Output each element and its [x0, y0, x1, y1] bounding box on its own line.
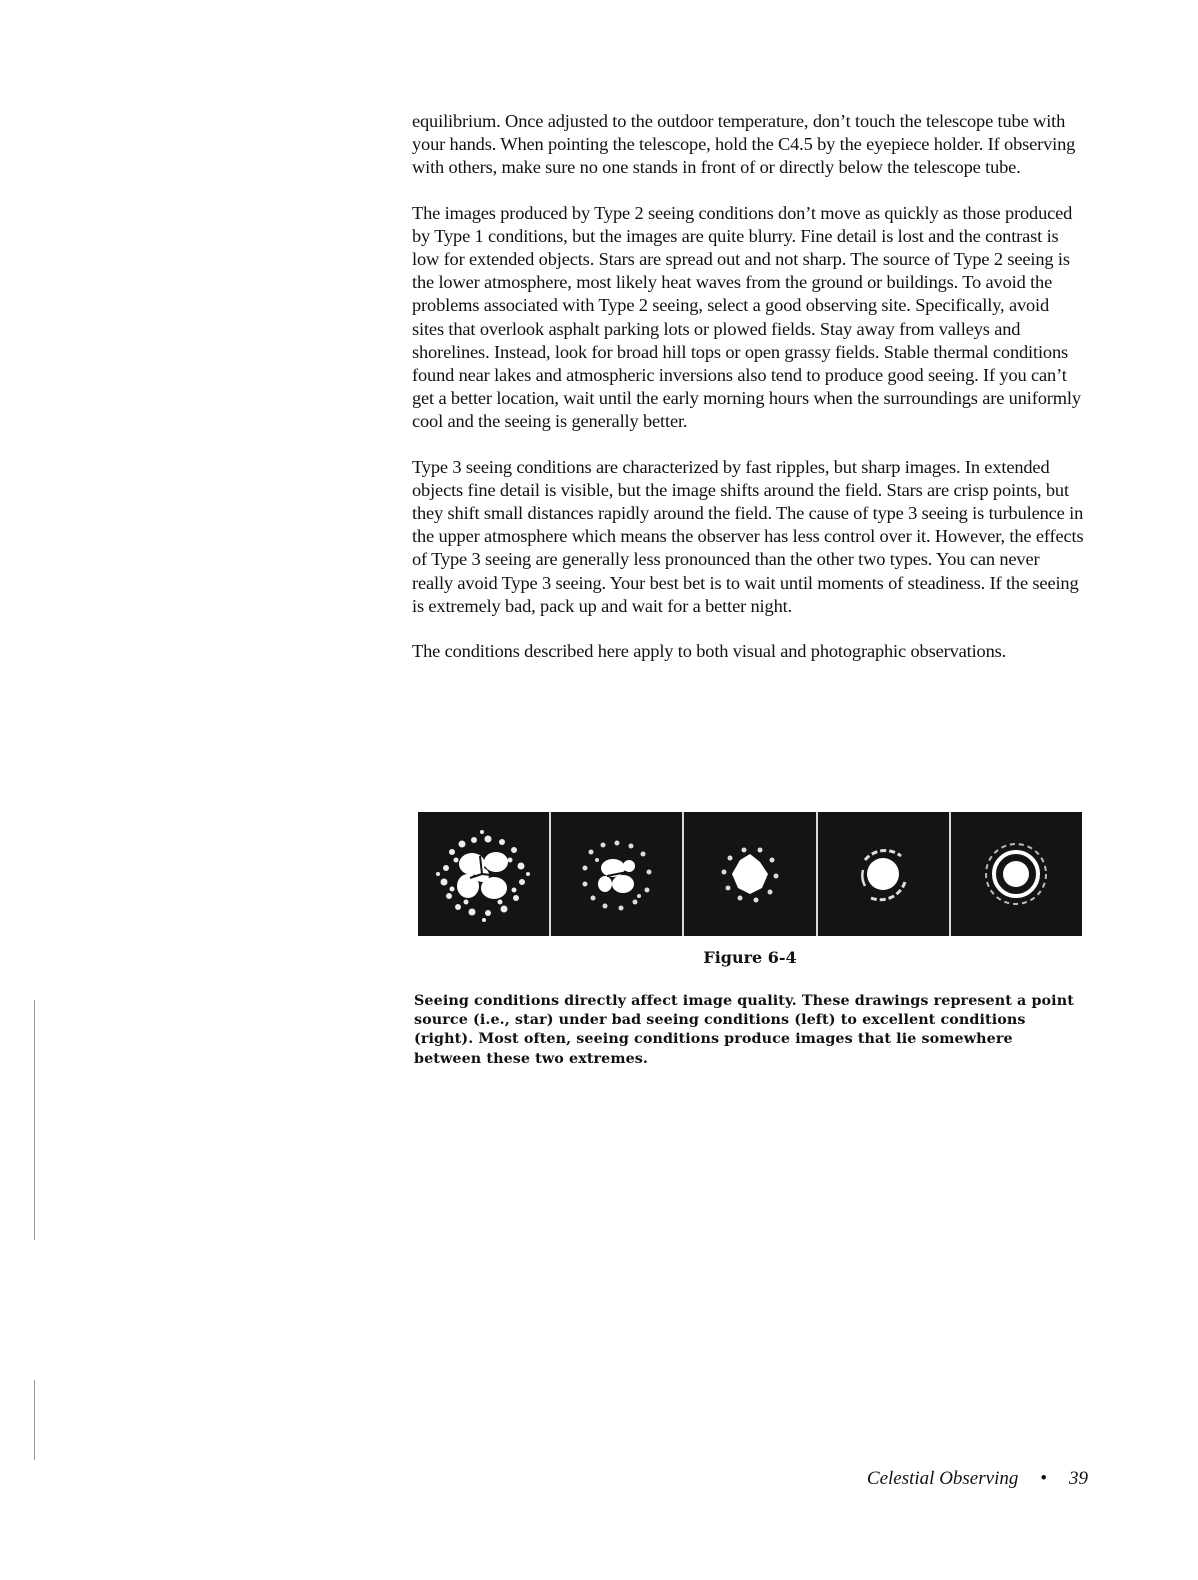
seeing-panel-good — [818, 812, 949, 936]
scan-margin-mark — [34, 1380, 35, 1460]
figure-label: Figure 6-4 — [703, 948, 797, 967]
paragraph-type3-seeing: Type 3 seeing conditions are characterized by fast ripples, but sharp images. In extended objects fine detail is visible, but the image shifts around the field. Stars are crisp points, but they shift small distances rapidly around the field. The cause of type 3 seeing is turbulence in the upper atmosphere which means the observer has less control over it. However, the effects of Type 3 seeing are generally less pronounced than the other two types. You can never really avoid Type 3 seeing. Your best bet is to wait until moments of steadiness. If the seeing is extremely bad, pack up and wait for a better night. — [412, 456, 1084, 616]
seeing-panel-fair — [684, 812, 815, 936]
paragraph-equilibrium: equilibrium. Once adjusted to the outdoor temperature, don’t touch the telescope tube with your hands. When pointing the telescope, hold the C4.5 by the eyepiece holder. If observing with others, make sure no one stands in front of or directly below the telescope tube. — [412, 111, 1076, 178]
seeing-panel-bad — [418, 812, 549, 936]
seeing-panel-excellent — [951, 812, 1082, 936]
footer-bullet: • — [1040, 1468, 1047, 1489]
footer-section-title: Celestial Observing — [866, 1468, 1019, 1489]
body-text — [412, 110, 1084, 685]
page-number: 39 — [1069, 1468, 1088, 1489]
figure-caption: Seeing conditions directly affect image quality. These drawings represent a point source (i.e., star) under bad seeing conditions (left) to excellent conditions (right). Most often, seeing conditions produce images that lie somewhere between these two extremes. — [414, 993, 1074, 1067]
page-footer — [867, 1468, 1088, 1490]
figure-6-4-images — [418, 812, 1082, 936]
paragraph-conditions: The conditions described here apply to both visual and photographic observations. — [412, 641, 1007, 662]
paragraph-type2-seeing: The images produced by Type 2 seeing conditions don’t move as quickly as those produced by Type 1 conditions, but the images are quite blurry. Fine detail is lost and the contrast is low for extended objects. Stars are spread out and not sharp. The source of Type 2 seeing is the lower atmosphere, most likely heat waves from the ground or buildings. To avoid the problems associated with Type 2 seeing, select a good observing site. Specifically, avoid sites that overlook asphalt parking lots or plowed fields. Stay away from valleys and shorelines. Instead, look for broad hill tops or open grassy fields. Stable thermal conditions found near lakes and atmospheric inversions also tend to produce good seeing. If you can’t get a better location, wait until the early morning hours when the surroundings are uniformly cool and the seeing is generally better. — [412, 202, 1081, 432]
scan-margin-mark — [34, 1000, 35, 1240]
seeing-panel-poor — [551, 812, 682, 936]
